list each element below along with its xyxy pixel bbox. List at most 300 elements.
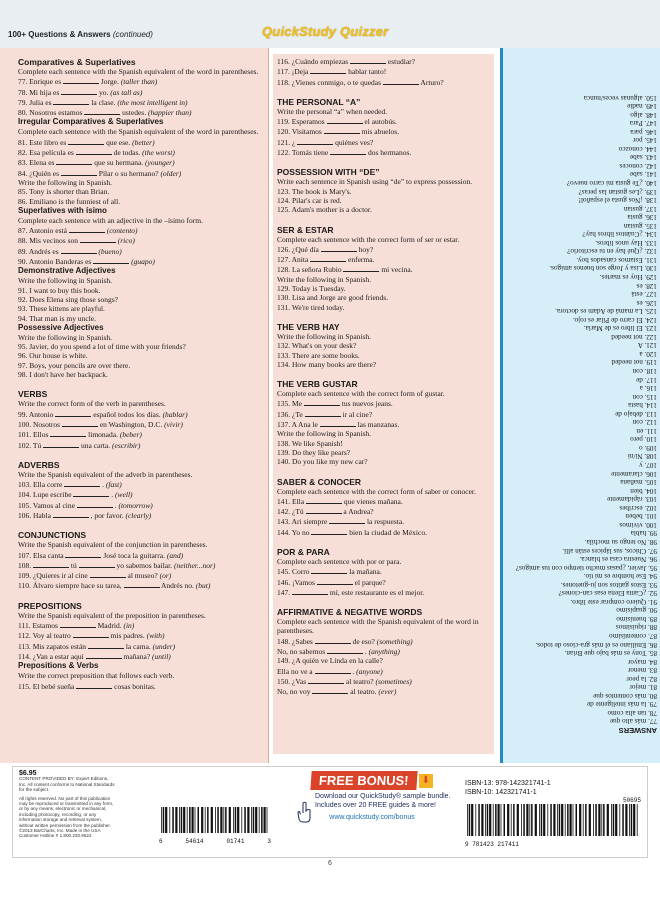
question-text: las manzanas. <box>357 420 400 430</box>
answer-blank[interactable] <box>86 651 122 659</box>
question-number: 98. <box>18 370 28 380</box>
question-item <box>18 479 264 489</box>
question-text: el autobús. <box>364 117 397 127</box>
question-text: There are some books. <box>291 350 360 360</box>
answer-blank[interactable] <box>64 479 100 487</box>
question-text: ¡Deja <box>291 67 309 77</box>
answer-blank[interactable] <box>306 506 342 514</box>
question-number: 111. <box>18 621 31 631</box>
barcode-bar <box>521 804 522 836</box>
barcode-bar <box>165 807 167 833</box>
question-text: Do you like my new car? <box>292 457 368 467</box>
barcode-bar <box>633 804 635 836</box>
barcode-bar <box>625 804 627 836</box>
barcode-bar <box>467 804 468 836</box>
instructions: Write the correct form of the verb in parentheses. <box>18 399 166 409</box>
question-text: ¿Quién es <box>29 168 60 178</box>
page-header <box>0 0 660 48</box>
answer-item: 145. por <box>633 136 657 145</box>
question-number: 100. <box>18 419 32 429</box>
barcode-bar <box>172 807 174 833</box>
barcode-bar <box>235 807 237 833</box>
answer-item: 141. sabe <box>629 170 657 179</box>
answer-blank[interactable] <box>76 147 112 155</box>
answer-blank[interactable] <box>324 126 360 134</box>
answer-item: 115. con <box>632 392 657 401</box>
question-text: al teatro? <box>345 676 374 686</box>
hint: (and) <box>166 550 184 560</box>
answer-blank[interactable] <box>327 116 363 124</box>
question-text: que su hermana. <box>94 158 144 168</box>
question-number: 141. <box>277 496 291 506</box>
answer-blank[interactable] <box>76 681 112 689</box>
question-text: El bebé sueña <box>32 681 75 691</box>
section-heading: Superlatives with ísimo <box>18 205 107 215</box>
answer-blank[interactable] <box>383 77 419 85</box>
answer-blank[interactable] <box>73 489 109 497</box>
spacer <box>18 379 264 386</box>
question-text: Visitamos <box>291 127 322 137</box>
answer-blank[interactable] <box>60 620 96 628</box>
question-text: Arturo? <box>420 77 444 87</box>
instructions: Complete each sentence with the correct form of gustar. <box>277 389 445 399</box>
hint: (clearly) <box>125 510 152 520</box>
answer-blank[interactable] <box>305 409 341 417</box>
question-item <box>18 97 264 107</box>
question-item <box>18 570 264 580</box>
question-text: Ella <box>292 496 305 506</box>
question-text: Adam's mother is a doctor. <box>291 205 372 215</box>
answer-blank[interactable] <box>311 566 347 574</box>
hint: (vivir) <box>164 419 183 429</box>
question-text: de todas. <box>113 148 141 158</box>
answer-item: 79. la más inteligente de <box>586 700 657 709</box>
middle-question-column <box>268 48 500 763</box>
question-item <box>277 496 490 506</box>
hint: (neither...nor) <box>173 560 216 570</box>
question-number: 140. <box>277 457 291 467</box>
barcode-bars <box>465 804 641 836</box>
answer-item: 96. Nuestra casa es blanca. <box>579 555 657 564</box>
answer-blank[interactable] <box>55 409 91 417</box>
question-item <box>277 187 490 196</box>
question-text: ¿A quién ve Linda en la calle? <box>292 656 383 666</box>
answer-item: 149. nadie <box>627 102 657 111</box>
question-item <box>18 304 264 313</box>
question-text: Tony is shorter than Brian. <box>29 187 110 197</box>
question-text: Esperamos <box>291 117 325 127</box>
answer-blank[interactable] <box>315 636 351 644</box>
question-number: 137. <box>277 420 291 430</box>
answer-blank[interactable] <box>310 66 346 74</box>
section-heading: SABER & CONOCER <box>277 476 362 487</box>
answers-title: ANSWERS <box>618 726 657 735</box>
question-number: 93. <box>18 304 28 314</box>
instructions: Complete each sentence with the correct form of saber or conocer. <box>277 486 476 496</box>
question-text: mí, este restaurante es el mejor. <box>329 587 425 597</box>
hint: (older) <box>160 168 182 178</box>
answer-blank[interactable] <box>56 157 92 165</box>
answer-item: 120. a <box>639 349 657 358</box>
question-text: al museo? <box>127 571 158 581</box>
question-text: Ellos <box>33 430 49 440</box>
price: $6.95 <box>19 770 37 777</box>
ean-digits: 9 781423 217411 <box>465 841 520 848</box>
barcode-bar <box>535 804 537 836</box>
hint: (the most intelligent in) <box>117 97 188 107</box>
instructions: Write the Spanish equivalent of the adverb in parentheses. <box>18 469 193 479</box>
barcode-bar <box>593 804 594 836</box>
question-text: hablar tanto! <box>348 67 387 77</box>
barcode-bar <box>229 807 231 833</box>
spacer <box>18 520 264 527</box>
question-text: tú <box>70 560 77 570</box>
question-text: Pilar o su hermano? <box>98 168 159 178</box>
question-text: . <box>114 500 117 510</box>
answer-item: 148. algo <box>630 110 657 119</box>
question-item <box>18 351 264 360</box>
barcode-bar <box>547 804 548 836</box>
question-text: Our house is white. <box>29 351 88 361</box>
question-number: 110. <box>18 581 31 591</box>
question-item <box>277 126 490 136</box>
barcode-digit: 54614 <box>185 838 204 845</box>
question-text: ¿Te <box>292 409 303 419</box>
ean-barcode <box>465 797 641 851</box>
question-number: 145. <box>277 567 291 577</box>
answer-blank[interactable] <box>308 676 344 684</box>
barcode-bar <box>220 807 222 833</box>
question-item <box>18 630 264 640</box>
answer-blank[interactable] <box>80 235 116 243</box>
question-number: 126. <box>277 244 291 254</box>
question-item <box>18 370 264 379</box>
download-arrow-icon: ⬇ <box>419 774 433 788</box>
barcode-bar <box>603 804 605 836</box>
hint: (younger) <box>145 158 175 168</box>
question-text: Nosotros estamos <box>29 108 83 118</box>
answer-item: 101. beben <box>625 512 657 521</box>
question-item <box>277 341 490 350</box>
free-bonus-banner[interactable] <box>293 771 451 855</box>
answer-item: 105. mañana <box>620 478 657 487</box>
barcode-bar <box>567 804 569 836</box>
barcode-digit: 01741 <box>226 838 245 845</box>
hint: (fast) <box>105 480 122 490</box>
question-text: Mi hija es <box>29 87 60 97</box>
question-text: ¿Cuándo empiezas <box>291 57 349 66</box>
answer-blank[interactable] <box>310 254 346 262</box>
addon-code: 50695 <box>622 797 641 804</box>
answer-blank[interactable] <box>330 147 366 155</box>
question-number: 106. <box>18 510 32 520</box>
answer-item: 80. más contentos que <box>593 691 657 700</box>
barcode-bar <box>523 804 525 836</box>
answer-blank[interactable] <box>65 550 101 558</box>
question-item <box>18 409 264 419</box>
question-text: Habla <box>33 510 51 520</box>
question-item <box>277 196 490 205</box>
answer-item: 138. ¡Nos gusta el español! <box>578 196 657 205</box>
question-number: 122. <box>277 148 291 158</box>
question-text: Me <box>292 399 302 409</box>
question-text: Álvaro siempre hace su tarea, <box>32 581 122 591</box>
question-number: 147. <box>277 587 291 597</box>
question-number: 128. <box>277 265 291 275</box>
answer-blank[interactable] <box>297 137 333 145</box>
answer-blank[interactable] <box>63 76 99 84</box>
question-item <box>18 641 264 651</box>
barcode-bar <box>543 804 545 836</box>
spacer <box>18 591 264 598</box>
answer-item: 88. riquísimos <box>615 623 657 632</box>
question-item <box>277 636 490 646</box>
answer-blank[interactable] <box>350 56 386 64</box>
question-item <box>277 284 490 293</box>
barcode-digit: 3 <box>267 838 271 845</box>
instructions: Write each sentence in Spanish using “de” to express possession. <box>277 177 473 187</box>
question-text: Emiliano is the funniest of all. <box>29 196 121 206</box>
question-item <box>18 157 264 167</box>
question-number: 90. <box>18 257 28 267</box>
answer-item: 109. o <box>639 443 657 452</box>
question-text: ¿Van a estar aquí <box>32 651 84 661</box>
answer-item: 133. Hay unos libros. <box>595 238 657 247</box>
answer-blank[interactable] <box>68 137 104 145</box>
question-item <box>18 550 264 560</box>
hint: (contento) <box>106 226 138 236</box>
question-item <box>18 87 264 97</box>
answer-item: 92. ¿Canta Elena esas can-ciones? <box>558 589 657 598</box>
section-heading: ADVERBS <box>18 459 60 470</box>
answer-item: 122. not needed <box>611 332 657 341</box>
instructions: Complete each sentence with por or para. <box>277 556 402 566</box>
question-text: That man is my uncle. <box>29 313 96 323</box>
question-text: Javier, do you spend a lot of time with your friends? <box>29 342 186 352</box>
answer-blank[interactable] <box>306 496 342 504</box>
question-item <box>277 527 490 537</box>
answer-item: 95. Javier, ¿pasas mucho tiempo con tus amigos? <box>515 563 657 572</box>
isbn-block <box>465 779 551 797</box>
answers-column <box>500 48 660 763</box>
answer-item: 82. la peor <box>626 674 657 683</box>
barcode-bar <box>539 804 540 836</box>
spacer <box>277 157 490 164</box>
answer-item: 78. tan alta como <box>607 708 657 717</box>
question-number: 87. <box>18 226 28 236</box>
upc-barcode <box>159 807 271 843</box>
answer-blank[interactable] <box>53 510 89 518</box>
barcode-bar <box>570 804 572 836</box>
question-item <box>18 235 264 245</box>
answer-item: 140. ¿Te gusta mi carro nuevo? <box>566 179 657 187</box>
question-text: en Washington, D.C. <box>99 419 163 429</box>
hint: (sometimes) <box>375 676 412 686</box>
answer-item: 128. es <box>636 281 657 290</box>
answer-blank[interactable] <box>53 97 89 105</box>
answer-blank[interactable] <box>62 419 98 427</box>
answer-blank[interactable] <box>90 570 126 578</box>
barcode-bar <box>501 804 502 836</box>
answer-blank[interactable] <box>43 440 79 448</box>
answer-item: 99. habla <box>630 529 657 538</box>
question-item <box>277 205 490 214</box>
question-item <box>277 439 490 448</box>
answer-blank[interactable] <box>79 560 115 568</box>
instructions: Complete each sentence with the Spanish equivalent of the word in parentheses. <box>18 67 259 76</box>
question-item <box>18 197 264 206</box>
answer-item: 135. gustan <box>623 221 657 230</box>
answer-item: 90. guapísimo <box>616 606 657 615</box>
answer-blank[interactable] <box>292 587 328 595</box>
answer-blank[interactable] <box>343 264 379 272</box>
question-item <box>277 666 490 676</box>
question-number: 125. <box>277 205 291 215</box>
answer-blank[interactable] <box>124 580 160 588</box>
barcode-bar <box>583 804 584 836</box>
answer-blank[interactable] <box>33 560 69 568</box>
answer-blank[interactable] <box>84 107 120 115</box>
question-number: 109. <box>18 571 32 581</box>
question-number: 117. <box>277 67 290 77</box>
answer-item: 114. hasta <box>628 401 657 410</box>
question-text: Lisa and Jorge are good friends. <box>292 293 389 303</box>
answer-item: 81. mejor <box>629 683 657 692</box>
answer-item: 131. Estamos cansados hoy. <box>576 255 657 264</box>
answer-blank[interactable] <box>329 516 365 524</box>
question-text: Tomás tiene <box>291 148 329 158</box>
answer-blank[interactable] <box>321 244 357 252</box>
question-number: 92. <box>18 294 28 304</box>
question-text: la cama. <box>125 641 151 651</box>
answer-blank[interactable] <box>315 666 351 674</box>
answer-blank[interactable] <box>312 686 348 694</box>
question-text: Ella no ve a <box>277 666 313 676</box>
hint: (taller than) <box>120 77 158 87</box>
question-number: 132. <box>277 341 291 351</box>
question-number: 150. <box>277 676 291 686</box>
question-text: ¿Quieres ir al cine <box>33 571 88 581</box>
question-number: 123. <box>277 186 291 196</box>
answer-item: 106. claramente <box>611 469 657 478</box>
answer-blank[interactable] <box>327 646 363 654</box>
question-text: estudiar? <box>387 57 415 66</box>
answer-blank[interactable] <box>61 246 97 254</box>
question-number: 103. <box>18 480 32 490</box>
question-item <box>18 440 264 450</box>
barcode-bar <box>217 807 219 833</box>
question-text: Enrique es <box>29 77 62 87</box>
answer-item: 144. conozco <box>618 144 657 153</box>
question-text: Julia es <box>29 97 52 107</box>
question-text: Do they like pears? <box>292 447 351 457</box>
instructions: Complete each sentence with the Spanish equivalent of the word in parentheses. <box>18 127 259 137</box>
answer-blank[interactable] <box>320 419 356 427</box>
barcode-bar <box>485 804 486 836</box>
barcode-bar <box>201 807 203 833</box>
bonus-link[interactable]: www.quickstudy.com/bonus <box>329 814 415 821</box>
answer-item: 137. gustan <box>623 204 657 213</box>
question-number: 85. <box>18 187 28 197</box>
answer-blank[interactable] <box>69 225 105 233</box>
answer-blank[interactable] <box>311 527 347 535</box>
question-number: 94. <box>18 313 28 323</box>
instructions: Complete each sentence with the correct form of ser or estar. <box>277 234 460 244</box>
barcode-bar <box>179 807 180 833</box>
question-text: cosas bonitas. <box>114 681 156 691</box>
question-text: Elsa canta <box>33 550 64 560</box>
answer-item: 77. más alto que <box>609 717 657 726</box>
question-item <box>277 516 490 526</box>
question-item <box>277 264 490 274</box>
barcode-bar <box>161 807 162 833</box>
question-text: These kittens are playful. <box>29 304 105 314</box>
answer-item: 124. El carro de Pilar es rojo. <box>572 315 657 324</box>
section-heading: PREPOSITIONS <box>18 600 82 611</box>
barcode-bar <box>541 804 543 836</box>
question-text: No, no voy <box>277 687 311 697</box>
section-heading: VERBS <box>18 389 48 400</box>
answer-blank[interactable] <box>73 630 109 638</box>
answer-blank[interactable] <box>88 641 124 649</box>
barcode-bar <box>189 807 191 833</box>
legal-line: ©2013 BarCharts, Inc. Made in the USA <box>19 828 101 834</box>
question-item <box>18 187 264 196</box>
legal-line: Customer Hotline # 1.800.230.9522 <box>19 833 92 839</box>
answer-item: 132. ¿Qué hay en tu escritorio? <box>567 247 657 256</box>
question-number: 115. <box>18 681 31 691</box>
question-text: Elena es <box>29 158 55 168</box>
answer-blank[interactable] <box>61 168 97 176</box>
barcode-bar <box>498 804 500 836</box>
question-number: 127. <box>277 255 291 265</box>
answer-blank[interactable] <box>61 87 97 95</box>
answer-blank[interactable] <box>317 577 353 585</box>
barcode-bar <box>259 807 260 833</box>
question-number: 148. <box>277 636 291 646</box>
barcode-bar <box>601 804 602 836</box>
answer-blank[interactable] <box>77 500 113 508</box>
barcode-bar <box>493 804 494 836</box>
instructions: Write the following in Spanish. <box>277 429 372 439</box>
instructions: Write the following in Spanish. <box>18 177 113 187</box>
barcode-bar <box>251 807 252 833</box>
answer-blank[interactable] <box>304 398 340 406</box>
barcode-bar <box>619 804 620 836</box>
barcode-bar <box>475 804 476 836</box>
question-text: ustedes. <box>122 108 147 118</box>
answer-item: 85. Tony es más bajo que Brian. <box>564 649 657 658</box>
question-text: Antonio <box>28 409 54 419</box>
answer-item: 112. con <box>632 418 657 427</box>
question-text: La señora Rubio <box>292 265 342 275</box>
question-text: A Ana le <box>291 420 318 430</box>
hint: (the worst) <box>142 148 175 158</box>
answer-blank[interactable] <box>93 256 129 264</box>
question-item <box>277 293 490 302</box>
spacer <box>277 312 490 319</box>
answer-blank[interactable] <box>50 429 86 437</box>
question-number: 83. <box>18 158 28 168</box>
question-number: 82. <box>18 148 28 158</box>
question-text: Pilar's car is red. <box>292 195 342 205</box>
hint: (well) <box>115 490 133 500</box>
answer-item: 108. Ni/ni <box>627 452 657 461</box>
barcode-bar <box>198 807 200 833</box>
answer-item: 94. Ese hombre es mi tío. <box>583 572 657 581</box>
question-text: de eso? <box>352 636 375 646</box>
question-item <box>277 116 490 126</box>
